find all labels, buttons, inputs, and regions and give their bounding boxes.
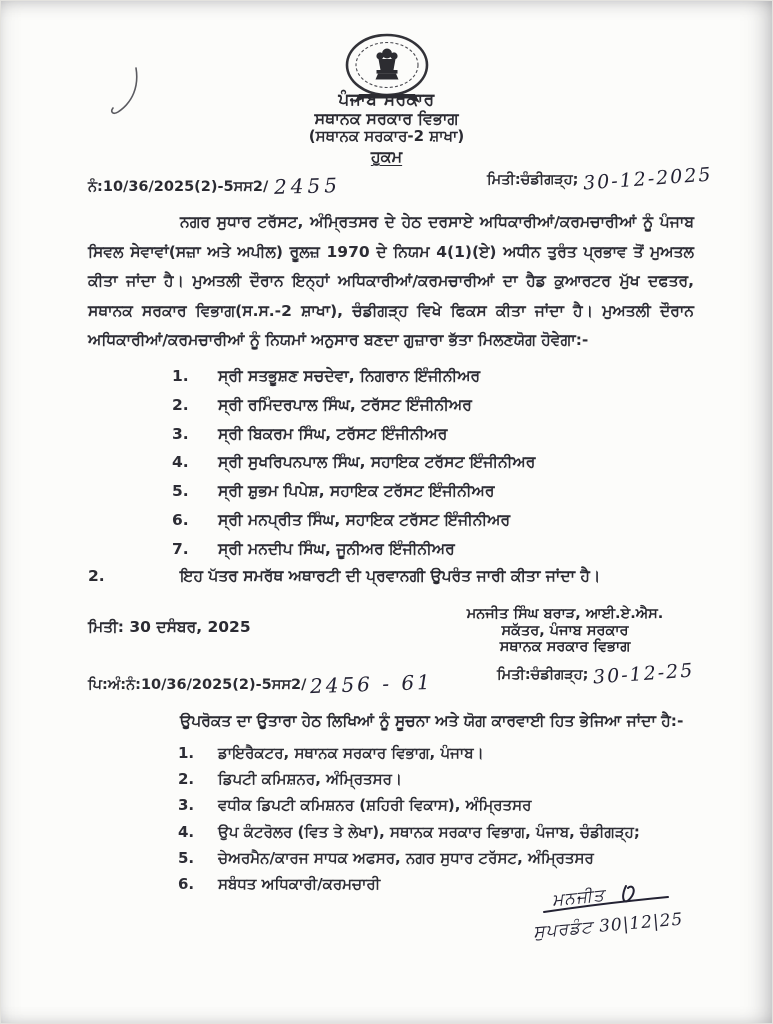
endorsement-number-printed: ਪਿ:ਅੰ:ਨੰ:10/36/2025(2)-5ਸਸ2/	[88, 677, 307, 693]
item-number: 6.	[172, 510, 189, 529]
official-name: ਸ੍ਰੀ ਬਿਕਰਮ ਸਿੰਘ, ਟਰੱਸਟ ਇੰਜੀਨੀਅਰ	[218, 424, 448, 443]
date-place-printed: ਮਿਤੀ:ਚੰਡੀਗੜ੍ਹ;	[487, 172, 579, 188]
distribution-text: ਚੇਅਰਮੈਨ/ਕਾਰਜ ਸਾਧਕ ਅਫਸਰ, ਨਗਰ ਸੁਧਾਰ ਟਰੱਸਟ, ਅੰਮ੍ਰਿਤਸਰ	[218, 848, 594, 867]
item-number: 6.	[178, 875, 195, 894]
date-place-line	[487, 163, 714, 195]
signatory-title: ਸਕੱਤਰ, ਪੰਜਾਬ ਸਰਕਾਰ	[501, 622, 629, 639]
item-number: 5.	[172, 482, 189, 501]
official-list-item	[172, 391, 692, 420]
date-handwritten: 30-12-2025	[582, 163, 714, 195]
official-name: ਸ੍ਰੀ ਮਨਪ੍ਰੀਤ ਸਿੰਘ, ਸਹਾਇਕ ਟਰੱਸਟ ਇੰਜੀਨੀਅਰ	[218, 510, 511, 529]
distribution-item	[178, 766, 718, 792]
endorsement-date-handwritten: 30-12-25	[592, 659, 696, 689]
order-date-line: ਮਿਤੀ: 30 ਦਸੰਬਰ, 2025	[88, 618, 251, 636]
distribution-text: ਡਾਇਰੈਕਟਰ, ਸਥਾਨਕ ਸਰਕਾਰ ਵਿਭਾਗ, ਪੰਜਾਬ।	[218, 744, 484, 762]
distribution-text: ਉਪ ਕੰਟਰੋਲਰ (ਵਿਤ ਤੇ ਲੇਖਾ), ਸਥਾਨਕ ਸਰਕਾਰ ਵਿਭਾਗ, ਪੰਜਾਬ, ਚੰਡੀਗੜ੍ਹ;	[218, 822, 640, 841]
distribution-text: ਡਿਪਟੀ ਕਮਿਸ਼ਨਰ, ਅੰਮ੍ਰਿਤਸਰ।	[218, 770, 403, 789]
item-number: 1.	[172, 367, 189, 385]
distribution-item	[178, 819, 718, 845]
handwritten-superintendent-line: ਸੁਪਰਡੰਟ 30|12|25	[532, 909, 685, 943]
item-number: 2.	[178, 770, 195, 789]
official-name: ਸ੍ਰੀ ਰਮਿੰਦਰਪਾਲ ਸਿੰਘ, ਟਰੱਸਟ ਇੰਜੀਨੀਅਰ	[218, 395, 472, 414]
distribution-text: ਵਧੀਕ ਡਿਪਟੀ ਕਮਿਸ਼ਨਰ (ਸ਼ਹਿਰੀ ਵਿਕਾਸ), ਅੰਮ੍ਰਿਤਸਰ	[218, 796, 532, 815]
signatory-block	[428, 606, 702, 656]
distribution-text: ਸਬੰਧਤ ਅਧਿਕਾਰੀ/ਕਰਮਚਾਰੀ	[218, 875, 381, 894]
endorsement-date-printed: ਮਿਤੀ:ਚੰਡੀਗੜ੍ਹ;	[497, 667, 589, 683]
item-number: 3.	[178, 796, 195, 815]
item-number: 4.	[178, 822, 195, 841]
official-list-item	[172, 448, 692, 477]
suspension-order-paragraph: ਨਗਰ ਸੁਧਾਰ ਟਰੱਸਟ, ਅੰਮ੍ਰਿਤਸਰ ਦੇ ਹੇਠ ਦਰਸਾਏ ਅਧਿਕਾਰੀਆਂ/ਕਰਮਚਾਰੀਆਂ ਨੂੰ ਪੰਜਾਬ ਸਿਵਲ ਸੇਵਾਵਾਂ(ਸਜ਼ਾ ਅਤੇ ਅਪੀਲ) ਰੂਲਜ਼ 1970 ਦੇ ਨਿਯਮ 4(1)(ਏ) ਅਧੀਨ ਤੁਰੰਤ ਪ੍ਰਭਾਵ ਤੋਂ ਮੁਅਤਲ ਕੀਤਾ ਜਾਂਦਾ ਹੈ। ਮੁਅਤਲੀ ਦੌਰਾਨ ਇਨ੍ਹਾਂ ਅਧਿਕਾਰੀਆਂ/ਕਰਮਚਾਰੀਆਂ ਦਾ ਹੈਡ ਕੁਆਰਟਰ ਮੁੱਖ ਦਫਤਰ, ਸਥਾਨਕ ਸਰਕਾਰ ਵਿਭਾਗ(ਸ.ਸ.-2 ਸ਼ਾਖਾ), ਚੰਡੀਗੜ੍ਹ ਵਿਖੇ ਫਿਕਸ ਕੀਤਾ ਜਾਂਦਾ ਹੈ। ਮੁਅਤਲੀ ਦੌਰਾਨ ਅਧਿਕਾਰੀਆਂ/ਕਰਮਚਾਰੀਆਂ ਨੂੰ ਨਿਯਮਾਂ ਅਨੁਸਾਰ ਬਣਦਾ ਗੁਜ਼ਾਰਾ ਭੱਤਾ ਮਿਲਣਯੋਗ ਹੋਵੇਗਾ:-	[88, 213, 694, 349]
official-name: ਸ੍ਰੀ ਸ਼ੁਭਮ ਪਿਪੇਸ਼, ਸਹਾਇਕ ਟਰੱਸਟ ਇੰਜੀਨੀਅਰ	[218, 482, 495, 501]
suspended-officials-list	[172, 362, 692, 564]
handwritten-signature-name: ਮਨਜੀਤ	[551, 885, 606, 911]
branch-name: (ਸਥਾਨਕ ਸਰਕਾਰ-2 ਸ਼ਾਖਾ)	[308, 127, 465, 145]
official-list-item	[172, 477, 692, 506]
distribution-item	[178, 792, 718, 818]
item-number: 1.	[178, 744, 195, 762]
endorsement-number-handwritten: 2456 - 61	[310, 669, 434, 699]
item-number: 4.	[172, 453, 189, 472]
distribution-item	[178, 845, 718, 871]
official-list-item	[172, 506, 692, 535]
signatory-name: ਮਨਜੀਤ ਸਿੰਘ ਬਰਾੜ, ਆਈ.ਏ.ਐਸ.	[466, 606, 664, 622]
official-list-item	[172, 362, 692, 391]
item-number: 3.	[172, 424, 189, 443]
signatory-department: ਸਥਾਨਕ ਸਰਕਾਰ ਵਿਭਾਗ	[499, 639, 631, 655]
forwarding-text: ਉਪਰੋਕਤ ਦਾ ਉਤਾਰਾ ਹੇਠ ਲਿਖਿਆਂ ਨੂੰ ਸੂਚਨਾ ਅਤੇ ਯੋਗ ਕਾਰਵਾਈ ਹਿਤ ਭੇਜਿਆ ਜਾਂਦਾ ਹੈ:-	[180, 712, 684, 730]
official-name: ਸ੍ਰੀ ਸੁਖਰਿਪਨਪਾਲ ਸਿੰਘ, ਸਹਾਇਕ ਟਰੱਸਟ ਇੰਜੀਨੀਅਰ	[218, 453, 536, 472]
official-name: ਸ੍ਰੀ ਮਨਦੀਪ ਸਿੰਘ, ਜੂਨੀਅਰ ਇੰਜੀਨੀਅਰ	[218, 539, 455, 558]
official-list-item	[172, 535, 692, 564]
item-number: 7.	[172, 539, 189, 558]
endorsement-date-line	[497, 659, 696, 689]
distribution-item	[178, 740, 718, 766]
reference-number-handwritten: 2455	[274, 173, 342, 199]
reference-number-line	[88, 174, 341, 198]
clause-2-text: ਇਹ ਪੱਤਰ ਸਮਰੱਥ ਅਥਾਰਟੀ ਦੀ ਪ੍ਰਵਾਨਗੀ ਉਪਰੰਤ ਜਾਰੀ ਕੀਤਾ ਜਾਂਦਾ ਹੈ।	[180, 567, 601, 585]
official-list-item	[172, 420, 692, 449]
department-name: ਸਥਾਨਕ ਸਰਕਾਰ ਵਿਭਾਗ	[314, 109, 459, 128]
government-name: ਪੰਜਾਬ ਸਰਕਾਰ	[338, 90, 435, 110]
distribution-list	[178, 740, 718, 897]
item-number: 2.	[172, 395, 189, 414]
order-title: ਹੁਕਮ	[370, 147, 403, 166]
ashoka-lion-capital-icon	[376, 49, 399, 80]
endorsement-number-line	[88, 669, 434, 699]
clause-2-number: 2.	[88, 567, 105, 585]
official-name: ਸ੍ਰੀ ਸਤਭੂਸ਼ਣ ਸਚਦੇਵਾ, ਨਿਗਰਾਨ ਇੰਜੀਨੀਅਰ	[218, 367, 481, 385]
item-number: 5.	[178, 848, 195, 867]
reference-number-printed: ਨੰ:10/36/2025(2)-5ਸਸ2/	[88, 179, 269, 195]
